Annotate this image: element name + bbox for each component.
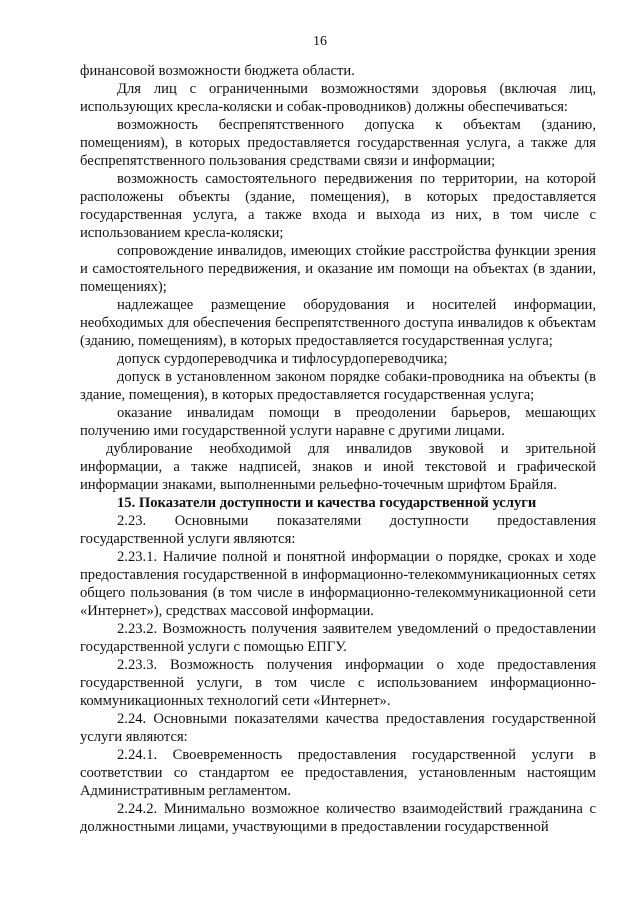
paragraph: возможность беспрепятственного допуска к объектам (зданию, помещениям), в которых предоставляется государственная услуга, а также для беспрепятственного пользования средствами связи и информации; (80, 117, 596, 169)
paragraph: 2.23.1. Наличие полной и понятной информации о порядке, сроках и ходе предоставления государственной в информационно-телекоммуникационных сетях общего пользования (в том числе в информационно-телекоммуникационной сети «Интернет»), средствах массовой информации. (80, 549, 596, 619)
paragraph: 2.23.2. Возможность получения заявителем уведомлений о предоставлении государственной услуги с помощью ЕПГУ. (80, 621, 596, 655)
paragraph: 2.24.1. Своевременность предоставления государственной услуги в соответствии со стандартом ее предоставления, установленным настоящим Административным регламентом. (80, 747, 596, 799)
paragraph: дублирование необходимой для инвалидов звуковой и зрительной информации, а также надписей, знаков и иной текстовой и графической информации знаками, выполненными рельефно-точечным шрифтом Брайля. (80, 441, 596, 493)
paragraph: допуск в установленном законом порядке собаки-проводника на объекты (в здание, помещения), в которых предоставляется государственная услуга; (80, 369, 596, 403)
paragraph: оказание инвалидам помощи в преодолении барьеров, мешающих получению ими государственной услуги наравне с другими лицами. (80, 405, 596, 439)
paragraph: 2.24.2. Минимально возможное количество взаимодействий гражданина с должностными лицами, участвующими в предоставлении государственной (80, 801, 596, 835)
page-number: 16 (313, 34, 327, 49)
paragraph: возможность самостоятельного передвижения по территории, на которой расположены объекты (здание, помещения), в которых предоставляется государственная услуга, а также входа и выхода из них, в том числе с использованием кресла-коляски; (80, 171, 596, 241)
paragraph: надлежащее размещение оборудования и носителей информации, необходимых для обеспечения беспрепятственного доступа инвалидов к объектам (зданию, помещениям), в которых предоставляется государственная услуга; (80, 297, 596, 349)
paragraph: Для лиц с ограниченными возможностями здоровья (включая лиц, использующих кресла-коляски и собак-проводников) должны обеспечиваться: (80, 81, 596, 115)
paragraph: сопровождение инвалидов, имеющих стойкие расстройства функции зрения и самостоятельного передвижения, и оказание им помощи на объектах (в здании, помещениях); (80, 243, 596, 295)
section-heading: 15. Показатели доступности и качества государственной услуги (117, 495, 537, 511)
paragraph: 2.23. Основными показателями доступности предоставления государственной услуги являются: (80, 513, 596, 547)
document-body (80, 62, 596, 836)
paragraph: финансовой возможности бюджета области. (80, 63, 355, 79)
paragraph: 2.23.3. Возможность получения информации о ходе предоставления государственной услуги, в том числе с использованием информационно-коммуникационных технологий сети «Интернет». (80, 657, 596, 709)
paragraph: 2.24. Основными показателями качества предоставления государственной услуги являются: (80, 711, 596, 745)
paragraph: допуск сурдопереводчика и тифлосурдопереводчика; (117, 351, 448, 367)
